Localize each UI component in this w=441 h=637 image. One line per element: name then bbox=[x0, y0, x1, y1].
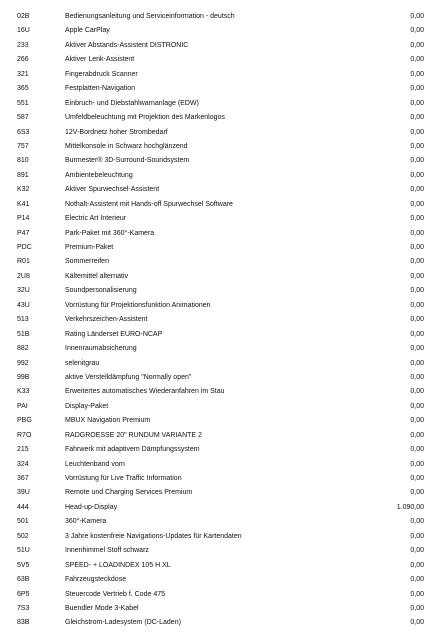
option-code: K41 bbox=[17, 200, 30, 208]
option-row bbox=[0, 342, 441, 356]
option-description: Verkehrszeichen-Assistent bbox=[65, 316, 148, 324]
option-price: 0,00 bbox=[410, 330, 424, 338]
option-row bbox=[0, 472, 441, 486]
option-code: 321 bbox=[17, 70, 29, 78]
option-description: Burmester® 3D-Surround-Soundsystem bbox=[65, 157, 190, 165]
option-code: 99B bbox=[17, 373, 30, 381]
option-row bbox=[0, 501, 441, 515]
option-description: selenitgrau bbox=[65, 359, 100, 367]
option-price: 0,00 bbox=[410, 460, 424, 468]
option-description: Vorrüstung für Projektionsfunktion Animationen bbox=[65, 301, 211, 309]
option-row bbox=[0, 458, 441, 472]
option-code: 7S3 bbox=[17, 604, 30, 612]
option-description: 3 Jahre kostenfreie Navigations-Updates für Kartendaten bbox=[65, 532, 242, 540]
option-code: 16U bbox=[17, 27, 30, 35]
option-code: 51U bbox=[17, 547, 30, 555]
option-row bbox=[0, 559, 441, 573]
option-description: Aktiver Lenk-Assistent bbox=[65, 56, 135, 64]
option-row bbox=[0, 82, 441, 96]
option-description: Soundpersonalisierung bbox=[65, 287, 137, 295]
option-price: 0,00 bbox=[410, 244, 424, 251]
option-price: 0,00 bbox=[410, 186, 424, 194]
option-code: P47 bbox=[17, 229, 30, 237]
option-description: Aktiver Abstands-Assistent DISTRONIC bbox=[65, 41, 189, 49]
option-price: 0,00 bbox=[410, 359, 424, 367]
option-row bbox=[0, 212, 441, 226]
option-description: Electric Art Interieur bbox=[65, 215, 127, 223]
option-price: 0,00 bbox=[410, 171, 424, 179]
option-price: 0,00 bbox=[410, 547, 424, 555]
option-row bbox=[0, 198, 441, 212]
option-code: 63B bbox=[17, 576, 30, 584]
option-price: 0,00 bbox=[410, 41, 424, 49]
option-code: 2U8 bbox=[17, 272, 30, 280]
option-price: 0,00 bbox=[410, 287, 424, 295]
option-price: 0,00 bbox=[410, 272, 424, 280]
option-description: Apple CarPlay bbox=[65, 27, 110, 35]
option-row bbox=[0, 183, 441, 197]
option-price: 0,00 bbox=[410, 446, 424, 454]
option-row bbox=[0, 255, 441, 269]
option-description: Umfeldbeleuchtung mit Projektion des Markenlogos bbox=[65, 114, 225, 122]
option-row bbox=[0, 328, 441, 342]
option-price: 0,00 bbox=[410, 99, 424, 107]
option-row bbox=[0, 385, 441, 399]
option-price: 0,00 bbox=[410, 417, 424, 425]
option-code: P14 bbox=[17, 215, 30, 223]
option-row bbox=[0, 39, 441, 53]
option-price: 0,00 bbox=[410, 388, 424, 396]
option-description: Mittelkonsole in Schwarz hochglänzend bbox=[65, 142, 188, 150]
option-description: Remote und Charging Services Premium bbox=[65, 489, 193, 497]
option-description: Rating Länderset EURO-NCAP bbox=[65, 330, 163, 338]
option-description: Innenraumabsicherung bbox=[65, 345, 137, 353]
option-description: Fingerabdruck Scanner bbox=[65, 70, 138, 78]
option-price: 0,00 bbox=[410, 13, 424, 20]
option-price: 1.090,00 bbox=[396, 503, 424, 511]
option-row bbox=[0, 126, 441, 140]
option-price: 0,00 bbox=[410, 215, 424, 223]
option-price: 0,00 bbox=[410, 373, 424, 381]
option-description: SPEED- + LOADINDEX 105 H XL bbox=[65, 561, 171, 569]
option-description: Steuercode Vertrieb f. Code 475 bbox=[65, 590, 166, 598]
option-price: 0,00 bbox=[410, 85, 424, 93]
option-code: 5V5 bbox=[17, 561, 30, 569]
option-description: RADGROESSE 20" RUNDUM VARIANTE 2 bbox=[65, 431, 202, 439]
option-row bbox=[0, 299, 441, 313]
option-price: 0,00 bbox=[410, 561, 424, 569]
option-price: 0,00 bbox=[410, 157, 424, 165]
option-row bbox=[0, 588, 441, 602]
option-price: 0,00 bbox=[410, 200, 424, 208]
option-code: 233 bbox=[17, 41, 29, 49]
option-description: Bedienungsanleitung und Serviceinformation - deutsch bbox=[65, 13, 235, 20]
option-code: R01 bbox=[17, 258, 30, 266]
option-price: 0,00 bbox=[410, 56, 424, 64]
option-description: Erweitertes automatisches Wiederanfahren im Stau bbox=[65, 388, 225, 396]
option-price: 0,00 bbox=[410, 316, 424, 324]
option-description: Premium-Paket bbox=[65, 244, 114, 251]
option-code: R7O bbox=[17, 431, 32, 439]
option-row bbox=[0, 270, 441, 284]
option-price: 0,00 bbox=[410, 229, 424, 237]
option-row bbox=[0, 400, 441, 414]
option-row bbox=[0, 227, 441, 241]
option-code: 51B bbox=[17, 330, 30, 338]
option-code: 215 bbox=[17, 446, 29, 454]
option-code: 502 bbox=[17, 532, 29, 540]
option-code: 891 bbox=[17, 171, 29, 179]
option-price: 0,00 bbox=[410, 619, 424, 627]
option-row bbox=[0, 284, 441, 298]
option-row bbox=[0, 371, 441, 385]
option-price: 0,00 bbox=[410, 258, 424, 266]
option-description: Head-up-Display bbox=[65, 503, 118, 511]
option-row bbox=[0, 573, 441, 587]
option-row bbox=[0, 357, 441, 371]
option-row bbox=[0, 140, 441, 154]
option-code: 587 bbox=[17, 114, 29, 122]
option-description: Ambientebeleuchtung bbox=[65, 171, 133, 179]
option-row bbox=[0, 486, 441, 500]
option-price: 0,00 bbox=[410, 142, 424, 150]
option-list bbox=[0, 10, 441, 631]
option-code: 551 bbox=[17, 99, 29, 107]
option-row bbox=[0, 616, 441, 630]
option-code: 365 bbox=[17, 85, 29, 93]
option-row bbox=[0, 53, 441, 67]
option-description: Nothalt-Assistent mit Hands-off Spurwechsel Software bbox=[65, 200, 233, 208]
option-row bbox=[0, 24, 441, 38]
option-price: 0,00 bbox=[410, 518, 424, 526]
option-price: 0,00 bbox=[410, 402, 424, 410]
option-price: 0,00 bbox=[410, 114, 424, 122]
option-description: Innenhimmel Stoff schwarz bbox=[65, 547, 149, 555]
option-description: Kältemittel alternativ bbox=[65, 272, 129, 280]
option-row bbox=[0, 429, 441, 443]
option-code: 6P5 bbox=[17, 590, 30, 598]
option-row bbox=[0, 10, 441, 24]
option-code: 6S3 bbox=[17, 128, 30, 136]
option-code: 810 bbox=[17, 157, 29, 165]
option-code: 266 bbox=[17, 56, 29, 64]
option-description: aktive Verstelldämpfung "Normally open" bbox=[65, 373, 192, 381]
option-description: Einbruch- und Diebstahlwarnanlage (EDW) bbox=[65, 99, 199, 107]
option-code: PDC bbox=[17, 244, 32, 251]
option-row bbox=[0, 169, 441, 183]
option-price: 0,00 bbox=[410, 345, 424, 353]
option-row bbox=[0, 154, 441, 168]
option-row bbox=[0, 68, 441, 82]
option-row bbox=[0, 414, 441, 428]
option-row bbox=[0, 515, 441, 529]
option-description: 360°-Kamera bbox=[65, 518, 107, 526]
option-price: 0,00 bbox=[410, 301, 424, 309]
option-code: K33 bbox=[17, 388, 30, 396]
option-price: 0,00 bbox=[410, 576, 424, 584]
option-price: 0,00 bbox=[410, 27, 424, 35]
option-code: 757 bbox=[17, 142, 29, 150]
option-description: Vorrüstung für Live Traffic Information bbox=[65, 475, 182, 482]
option-price: 0,00 bbox=[410, 128, 424, 136]
option-row bbox=[0, 530, 441, 544]
option-description: 12V-Bordnetz hoher Strombedarf bbox=[65, 128, 168, 136]
option-code: 882 bbox=[17, 345, 29, 353]
option-code: 367 bbox=[17, 475, 29, 482]
option-price: 0,00 bbox=[410, 604, 424, 612]
option-row bbox=[0, 111, 441, 125]
option-description: Sommerreifen bbox=[65, 258, 109, 266]
option-price: 0,00 bbox=[410, 532, 424, 540]
option-code: PAI bbox=[17, 402, 28, 410]
option-code: 992 bbox=[17, 359, 29, 367]
option-row bbox=[0, 313, 441, 327]
option-description: Park-Paket mit 360°-Kamera bbox=[65, 229, 155, 237]
option-code: 513 bbox=[17, 316, 29, 324]
option-code: 83B bbox=[17, 619, 30, 627]
option-price: 0,00 bbox=[410, 489, 424, 497]
option-description: Fahrwerk mit adaptivem Dämpfungssystem bbox=[65, 446, 200, 454]
option-price: 0,00 bbox=[410, 431, 424, 439]
option-code: PBG bbox=[17, 417, 32, 425]
option-description: Aktiver Spurwechsel-Assistent bbox=[65, 186, 160, 194]
option-price: 0,00 bbox=[410, 475, 424, 482]
option-row bbox=[0, 544, 441, 558]
option-description: Display-Paket bbox=[65, 402, 109, 410]
option-code: 39U bbox=[17, 489, 30, 497]
option-description: Fahrzeugsteckdose bbox=[65, 576, 127, 584]
option-row bbox=[0, 443, 441, 457]
option-code: K32 bbox=[17, 186, 30, 194]
option-price: 0,00 bbox=[410, 70, 424, 78]
option-description: Gleichstrom-Ladesystem (DC-Laden) bbox=[65, 619, 181, 627]
option-code: 43U bbox=[17, 301, 30, 309]
option-price: 0,00 bbox=[410, 590, 424, 598]
option-row bbox=[0, 602, 441, 616]
option-row bbox=[0, 241, 441, 255]
option-row bbox=[0, 97, 441, 111]
option-code: 324 bbox=[17, 460, 29, 468]
option-code: 02B bbox=[17, 13, 30, 20]
option-description: MBUX Navigation Premium bbox=[65, 417, 151, 425]
option-code: 32U bbox=[17, 287, 30, 295]
option-description: Leuchtenband vorn bbox=[65, 460, 125, 468]
option-code: 444 bbox=[17, 503, 29, 511]
option-description: Buendler Mode 3-Kabel bbox=[65, 604, 139, 612]
option-code: 501 bbox=[17, 518, 29, 526]
option-description: Festplatten-Navigation bbox=[65, 85, 136, 93]
